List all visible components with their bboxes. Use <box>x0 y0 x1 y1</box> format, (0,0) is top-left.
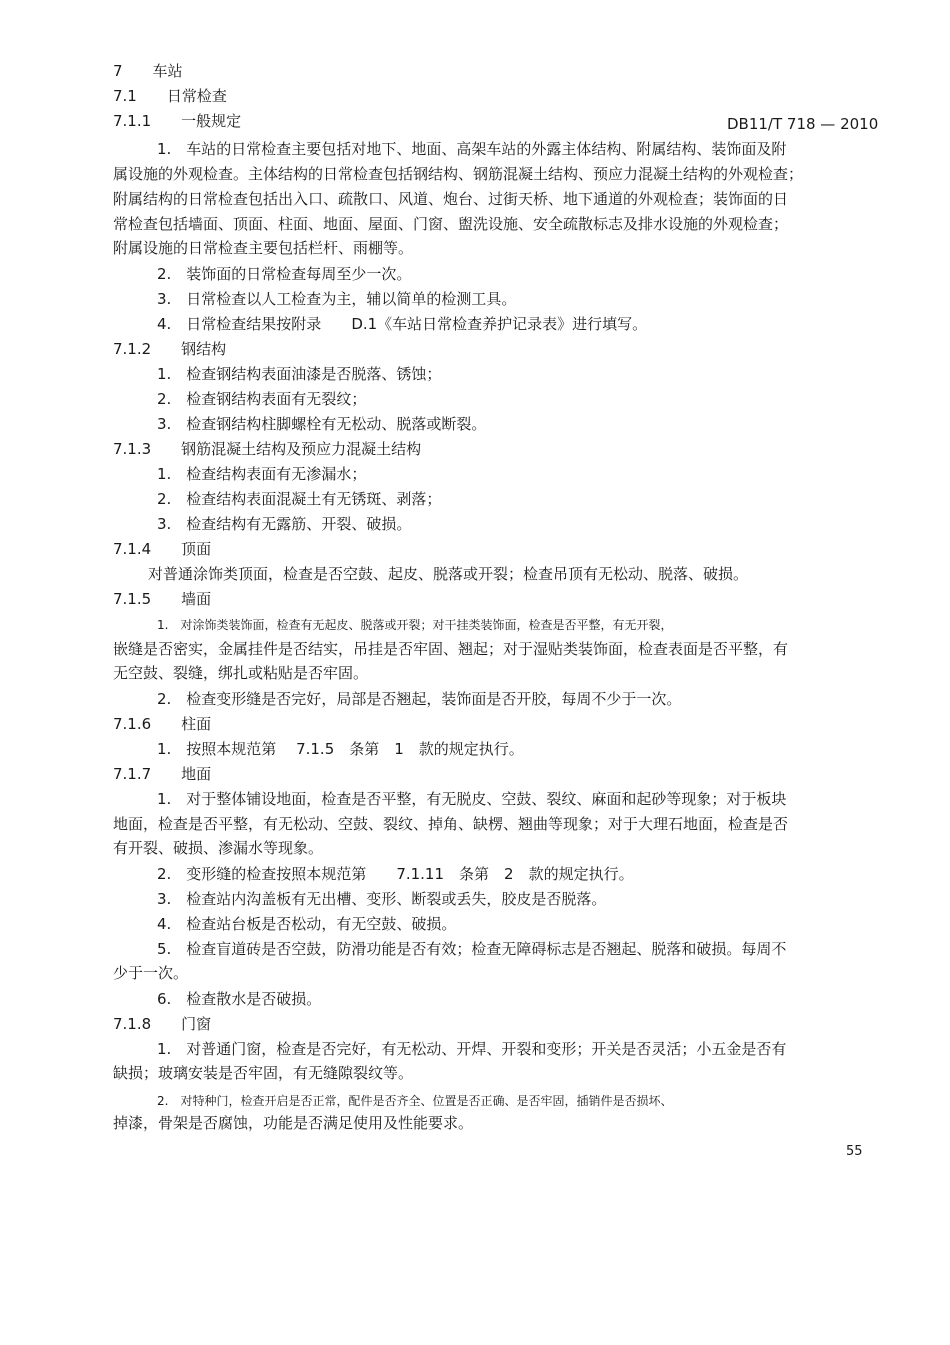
clause-heading: 7.1.8 门窗 <box>113 1015 212 1033</box>
paragraph-line: 附属结构的日常检查包括出入口、疏散口、风道、炮台、过街天桥、地下通道的外观检查；装饰面的日 <box>113 190 789 208</box>
clause-heading: 7.1.4 顶面 <box>113 540 212 558</box>
paragraph-line: 附属设施的日常检查主要包括栏杆、雨棚等。 <box>113 239 414 257</box>
paragraph-line: 少于一次。 <box>113 964 189 982</box>
list-item: 1. 按照本规范第 7.1.5 条第 1 款的规定执行。 <box>157 740 524 758</box>
list-item: 1. 对涂饰类装饰面，检查有无起皮、脱落或开裂；对干挂类装饰面，检查是否平整，有无开裂， <box>157 618 673 632</box>
list-item: 2. 对特种门，检查开启是否正常，配件是否齐全、位置是否正确、是否牢固，插销件是否损坏、 <box>157 1094 673 1108</box>
list-item: 3. 检查站内沟盖板有无出槽、变形、断裂或丢失，胶皮是否脱落。 <box>157 890 607 908</box>
clause-heading: 7.1.5 墙面 <box>113 590 212 608</box>
paragraph-line: 掉漆，骨架是否腐蚀，功能是否满足使用及性能要求。 <box>113 1114 474 1132</box>
section-heading: 7 车站 <box>113 62 183 80</box>
list-item: 4. 检查站台板是否松动，有无空鼓、破损。 <box>157 915 457 933</box>
list-item: 1. 检查钢结构表面油漆是否脱落、锈蚀； <box>157 365 442 383</box>
list-item: 5. 检查盲道砖是否空鼓，防滑功能是否有效；检查无障碍标志是否翘起、脱落和破损。每周不 <box>157 940 787 958</box>
list-item: 2. 检查结构表面混凝土有无锈斑、剥落； <box>157 490 442 508</box>
list-item: 3. 检查结构有无露筋、开裂、破损。 <box>157 515 412 533</box>
list-item: 1. 对于整体铺设地面，检查是否平整，有无脱皮、空鼓、裂纹、麻面和起砂等现象；对于板块 <box>157 790 787 808</box>
list-item: 2. 检查钢结构表面有无裂纹； <box>157 390 367 408</box>
paragraph-line: 嵌缝是否密实，金属挂件是否结实，吊挂是否牢固、翘起；对于湿贴类装饰面，检查表面是否平整，有 <box>113 640 789 658</box>
clause-heading: 7.1.1 一般规定 <box>113 112 242 130</box>
paragraph-line: 无空鼓、裂缝，绑扎或粘贴是否牢固。 <box>113 664 369 682</box>
list-item: 2. 检查变形缝是否完好，局部是否翘起，装饰面是否开胶，每周不少于一次。 <box>157 690 682 708</box>
clause-heading: 7.1.7 地面 <box>113 765 212 783</box>
list-item: 1. 检查结构表面有无渗漏水； <box>157 465 367 483</box>
paragraph-line: 1. 车站的日常检查主要包括对地下、地面、高架车站的外露主体结构、附属结构、装饰面及附 <box>157 140 787 158</box>
list-item: 1. 对普通门窗，检查是否完好，有无松动、开焊、开裂和变形；开关是否灵活；小五金是否有 <box>157 1040 787 1058</box>
list-item: 3. 日常检查以人工检查为主，辅以简单的检测工具。 <box>157 290 517 308</box>
paragraph-line: 对普通涂饰类顶面，检查是否空鼓、起皮、脱落或开裂；检查吊顶有无松动、脱落、破损。 <box>148 565 749 583</box>
list-item: 2. 装饰面的日常检查每周至少一次。 <box>157 265 412 283</box>
clause-heading: 7.1.6 柱面 <box>113 715 212 733</box>
paragraph-line: 属设施的外观检查。主体结构的日常检查包括钢结构、钢筋混凝土结构、预应力混凝土结构的外观检查； <box>113 165 804 183</box>
paragraph-line: 有开裂、破损、渗漏水等现象。 <box>113 839 324 857</box>
list-item: 6. 检查散水是否破损。 <box>157 990 322 1008</box>
subsection-heading: 7.1 日常检查 <box>113 87 227 105</box>
paragraph-line: 缺损；玻璃安装是否牢固，有无缝隙裂纹等。 <box>113 1064 414 1082</box>
paragraph-line: 常检查包括墙面、顶面、柱面、地面、屋面、门窗、盥洗设施、安全疏散标志及排水设施的外观检查； <box>113 215 789 233</box>
standard-code: DB11/T 718 — 2010 <box>727 115 879 133</box>
clause-heading: 7.1.2 钢结构 <box>113 340 227 358</box>
list-item: 2. 变形缝的检查按照本规范第 7.1.11 条第 2 款的规定执行。 <box>157 865 634 883</box>
list-item: 4. 日常检查结果按附录 D.1《车站日常检查养护记录表》进行填写。 <box>157 315 648 333</box>
page-number: 55 <box>846 1144 863 1159</box>
list-item: 3. 检查钢结构柱脚螺栓有无松动、脱落或断裂。 <box>157 415 487 433</box>
clause-heading: 7.1.3 钢筋混凝土结构及预应力混凝土结构 <box>113 440 422 458</box>
paragraph-line: 地面，检查是否平整，有无松动、空鼓、裂纹、掉角、缺楞、翘曲等现象；对于大理石地面，检查是否 <box>113 815 789 833</box>
